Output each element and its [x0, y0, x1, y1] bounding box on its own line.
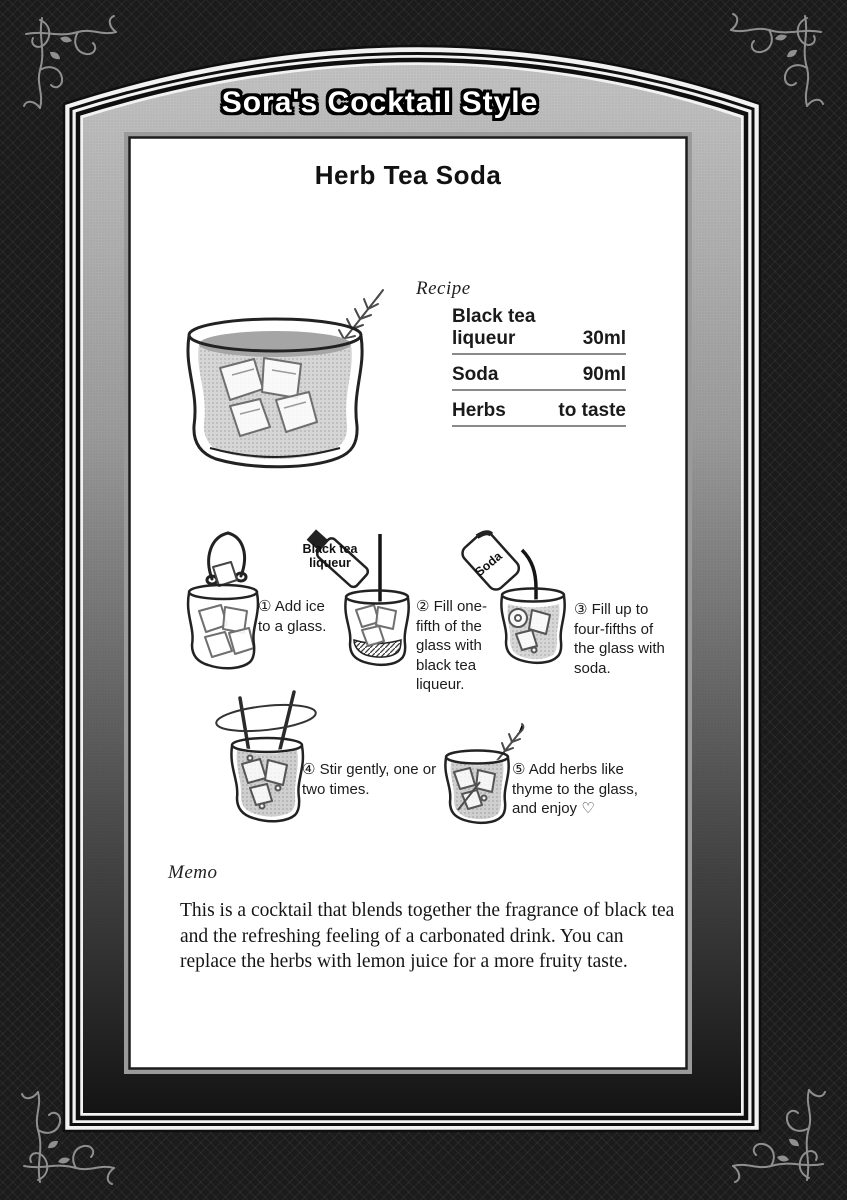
cocktail-glass-illustration — [172, 278, 398, 488]
ingredient-row — [452, 306, 626, 355]
step4-number: ④ — [302, 761, 316, 778]
step4-text: Stir gently, one or two times. — [302, 761, 437, 798]
step5-number: ⑤ — [512, 761, 526, 778]
ingredient-name: Soda — [452, 363, 499, 385]
ingredient-name: Black tea liqueur — [452, 306, 536, 349]
stir-motion-ring — [215, 701, 317, 735]
ingredient-amount: to taste — [558, 399, 626, 421]
ingredient-amount: 30ml — [582, 327, 626, 349]
soda-label: Soda — [472, 548, 505, 580]
memo-label: Memo — [168, 862, 218, 883]
ingredient-row — [452, 364, 626, 391]
step3-illustration-soda-pour — [452, 528, 574, 680]
memo-text: This is a cocktail that blends together the fragrance of black tea and the refreshing feeling of a carbonated drink. You can replace the herbs with lemon juice for a more fruity taste. — [180, 900, 675, 973]
ingredient-row — [452, 400, 626, 427]
step5-caption — [512, 760, 652, 819]
step3-caption — [574, 600, 666, 678]
ingredient-amount: 90ml — [582, 363, 626, 385]
recipe-label: Recipe — [416, 278, 471, 299]
step1-number: ① — [258, 598, 272, 615]
step2-text: Fill one-fifth of the glass with black tea liqueur. — [416, 598, 487, 693]
step4-caption — [302, 760, 452, 799]
ingredient-list — [452, 306, 626, 436]
page-title: Sora's Cocktail Style — [221, 86, 539, 119]
step5-text: Add herbs like thyme to the glass, and enjoy ♡ — [512, 761, 638, 817]
ingredient-name: Herbs — [452, 399, 506, 421]
step1-text: Add ice to a glass. — [258, 598, 327, 635]
step2-number: ② — [416, 598, 430, 615]
black-tea-liqueur-label: Black tea liqueur — [302, 542, 358, 570]
step3-text: Fill up to four-fifths of the glass with soda. — [574, 601, 665, 677]
step3-number: ③ — [574, 601, 588, 618]
recipe-title: Herb Tea Soda — [314, 160, 502, 190]
